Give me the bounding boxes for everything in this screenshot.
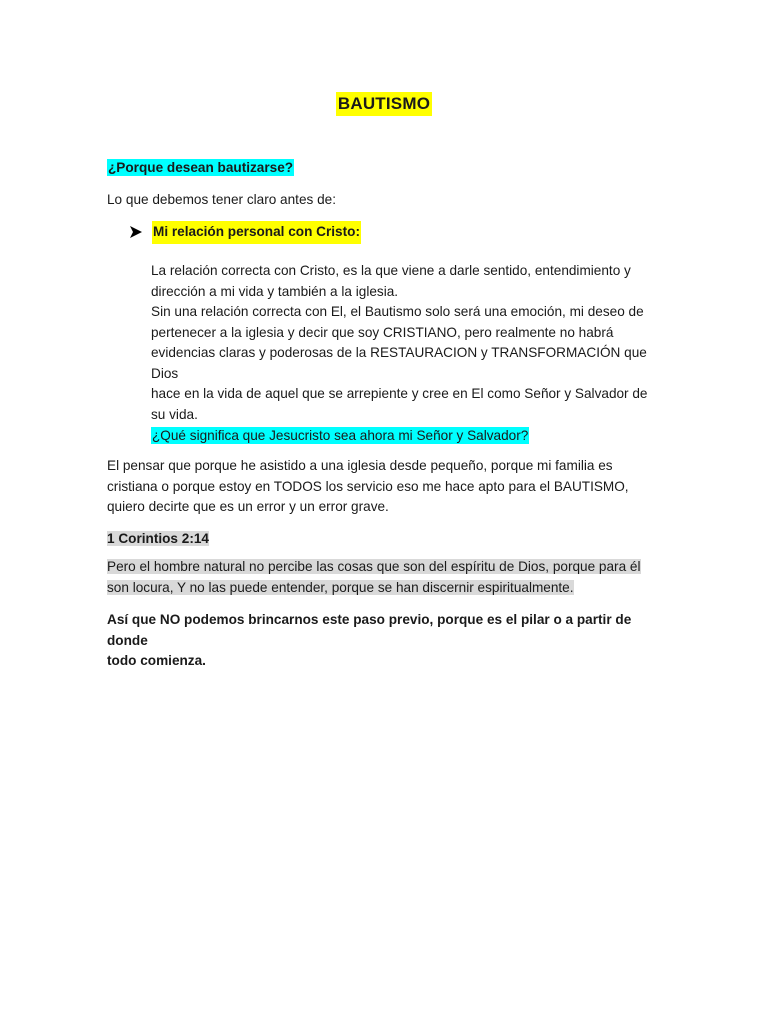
- paragraph-line: evidencias claras y poderosas de la RESTAURACION y TRANSFORMACIÓN que Dios: [151, 345, 647, 381]
- paragraph-line: Sin una relación correcta con El, el Bautismo solo será una emoción, mi deseo de: [151, 304, 644, 319]
- paragraph-line: hace en la vida de aquel que se arrepiente y cree en El como Señor y Salvador de: [151, 386, 648, 401]
- question-heading-2: [151, 426, 711, 447]
- paragraph-line: quiero decirte que es un error y un error grave.: [107, 499, 389, 514]
- question-2-text: ¿Qué significa que Jesucristo sea ahora mi Señor y Salvador?: [152, 428, 529, 443]
- arrowhead-bullet-icon: [129, 226, 143, 238]
- title-container: [0, 92, 768, 116]
- question-1-text: ¿Porque desean bautizarse?: [108, 160, 294, 175]
- conclusion-line: todo comienza.: [107, 653, 206, 668]
- paragraph-line: La relación correcta con Cristo, es la que viene a darle sentido, entendimiento y: [151, 263, 631, 278]
- verse-reference: 1 Corintios 2:14: [107, 531, 209, 546]
- paragraph-line: su vida.: [151, 406, 198, 422]
- verse-reference-container: [107, 529, 667, 550]
- conclusion-line: Así que NO podemos brincarnos este paso previo, porque es el pilar o a partir de donde: [107, 612, 632, 648]
- paragraph-line: dirección a mi vida y también a la iglesia.: [151, 283, 399, 299]
- paragraph-relationship: [151, 261, 671, 425]
- question-heading-1: [107, 158, 667, 179]
- bullet-item: [129, 221, 361, 244]
- verse-text: [107, 557, 652, 598]
- paragraph-line: El pensar que porque he asistido a una iglesia desde pequeño, porque mi familia es: [107, 458, 613, 473]
- paragraph-baptism-warning: [107, 456, 637, 518]
- paragraph-line: cristiana o porque estoy en TODOS los servicio eso me hace apto para el BAUTISMO,: [107, 478, 629, 494]
- document-title: BAUTISMO: [336, 92, 432, 116]
- paragraph-line: pertenecer a la iglesia y decir que soy CRISTIANO, pero realmente no habrá: [151, 324, 614, 340]
- verse-line: son locura, Y no las puede entender, porque se han discernir espiritualmente.: [107, 579, 574, 595]
- verse-line: Pero el hombre natural no percibe las cosas que son del espíritu de Dios, porque para él: [107, 559, 641, 574]
- conclusion-paragraph: [107, 610, 662, 672]
- bullet-label: Mi relación personal con Cristo:: [152, 221, 361, 244]
- intro-text: Lo que debemos tener claro antes de:: [107, 192, 336, 207]
